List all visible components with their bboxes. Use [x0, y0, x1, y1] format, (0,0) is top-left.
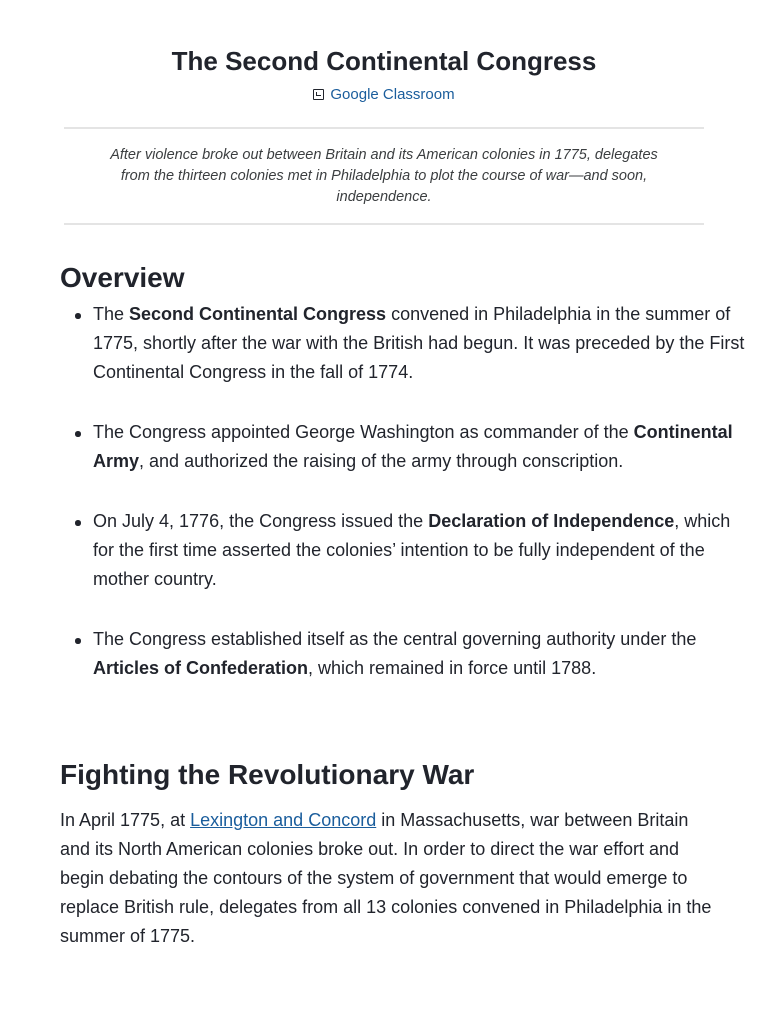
bold-term: Continental Army [93, 422, 733, 471]
revolutionary-war-paragraph: In April 1775, at Lexington and Concord in Massachusetts, war between Britain and its North American colonies broke out. In order to direct the war effort and begin debating the contours of the system of government that would emerge to replace British rule, delegates from all 13 colonies convened in Philadelphia in the summer of 1775. [60, 810, 712, 946]
list-item: The Second Continental Congress convened in Philadelphia in the summer of 1775, shortly after the war with the British had begun. It was preceded by the First Continental Congress in the fall of 1774. [93, 300, 753, 387]
overview-heading: Overview [60, 262, 185, 293]
google-classroom-share[interactable] [0, 86, 768, 103]
intro-top-divider [64, 127, 704, 129]
bold-term: Declaration of Independence [428, 511, 675, 531]
google-classroom-link[interactable]: Google Classroom [330, 86, 455, 103]
page-title: The Second Continental Congress [171, 46, 597, 76]
intro-bottom-divider [64, 223, 704, 225]
bold-term: Articles of Confederation [93, 658, 309, 678]
google-classroom-icon [313, 89, 324, 100]
bold-term: Second Continental Congress [129, 304, 387, 324]
list-item: The Congress appointed George Washington as commander of the Continental Army, and authorized the raising of the army through conscription. [93, 418, 753, 476]
lexington-concord-link[interactable]: Lexington and Concord [190, 810, 377, 830]
overview-list [60, 300, 753, 714]
intro-summary: After violence broke out between Britain and its American colonies in 1775, delegates from the thirteen colonies met in Philadelphia to plot the course of war—and soon, independence. [110, 147, 658, 205]
list-item: On July 4, 1776, the Congress issued the Declaration of Independence, which for the first time asserted the colonies’ intention to be fully independent of the mother country. [93, 507, 753, 594]
list-item: The Congress established itself as the central governing authority under the Articles of Confederation, which remained in force until 1788. [93, 625, 753, 683]
revolutionary-war-heading: Fighting the Revolutionary War [60, 759, 475, 790]
